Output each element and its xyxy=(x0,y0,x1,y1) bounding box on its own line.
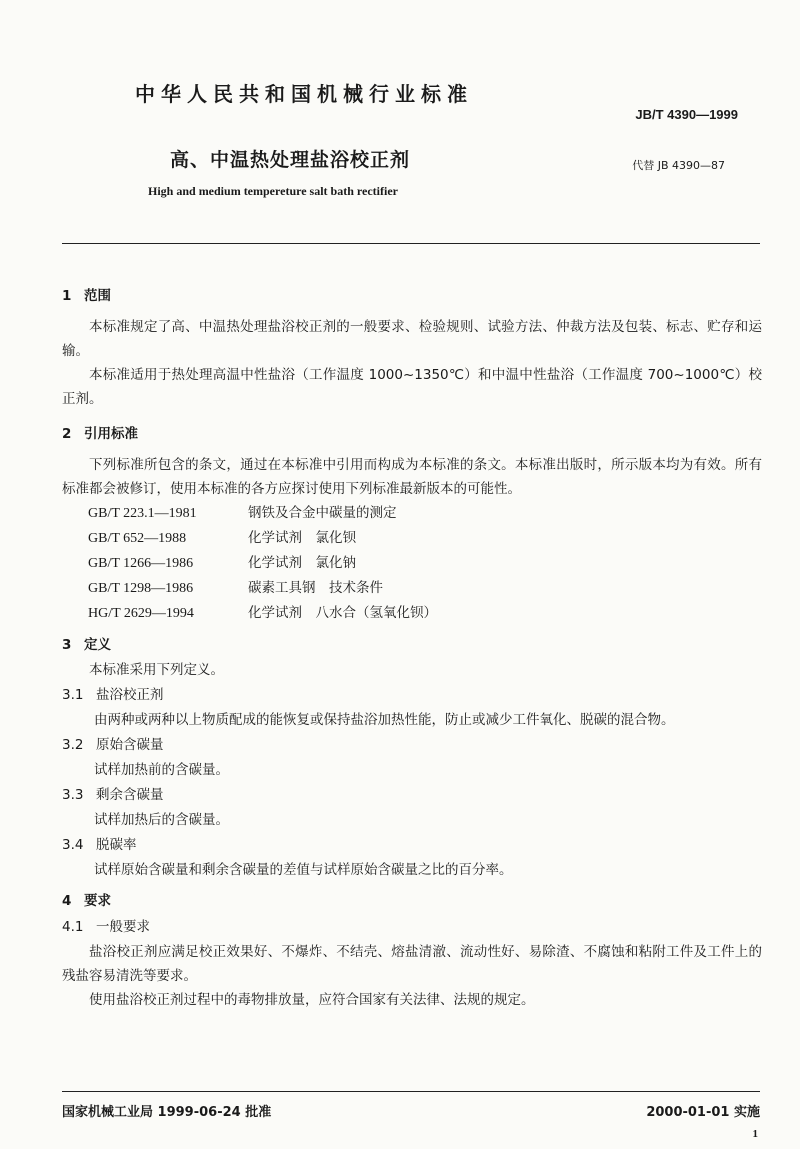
reference-code: HG/T 2629—1994 xyxy=(88,606,194,621)
reference-item xyxy=(88,576,762,601)
reference-item xyxy=(88,526,762,551)
reference-item xyxy=(88,501,762,526)
definitions-intro: 本标准采用下列定义。 xyxy=(89,662,224,678)
definition-term: 原始含碳量 xyxy=(96,737,164,753)
requirements-paragraph-2: 使用盐浴校正剂过程中的毒物排放量，应符合国家有关法律、法规的规定。 xyxy=(89,992,535,1008)
issuing-body-title: 中华人民共和国机械行业标准 xyxy=(135,82,473,106)
section-title: 定义 xyxy=(84,637,111,653)
section-number: 4 xyxy=(62,893,72,909)
definition-term: 剩余含碳量 xyxy=(96,787,164,803)
references-paragraph: 下列标准所包含的条文，通过在本标准中引用而构成为本标准的条文。本标准出版时，所示版本均为有效。所有标准都会被修订，使用本标准的各方应探讨使用下列标准最新版本的可能性。 xyxy=(62,457,762,497)
page-number: 1 xyxy=(752,1128,758,1140)
definition-heading xyxy=(62,732,762,758)
section-title: 引用标准 xyxy=(84,426,138,442)
requirements-paragraph-1: 盐浴校正剂应满足校正效果好、不爆炸、不结壳、熔盐清澈、流动性好、易除渣、不腐蚀和粘附工件及工件上的残盐容易清洗等要求。 xyxy=(62,944,762,984)
subsection-number: 3.3 xyxy=(62,787,84,803)
footer-divider xyxy=(62,1091,760,1092)
reference-code: GB/T 1298—1986 xyxy=(88,581,194,596)
section-number: 2 xyxy=(62,426,72,442)
subsection-number: 3.4 xyxy=(62,837,84,853)
definition-text: 试样加热前的含碳量。 xyxy=(94,762,229,778)
definition-heading xyxy=(62,832,762,858)
definition-text: 由两种或两种以上物质配成的能恢复或保持盐浴加热性能，防止或减少工件氧化、脱碳的混合物。 xyxy=(94,712,675,728)
section-number: 1 xyxy=(62,288,72,304)
replaces-note: 代替 JB 4390—87 xyxy=(632,159,725,172)
reference-item xyxy=(88,601,762,626)
implementation-date: 2000-01-01 实施 xyxy=(646,1105,760,1120)
standard-number: JB/T 4390—1999 xyxy=(635,107,738,122)
reference-name: 化学试剂 八水合（氢氧化钡） xyxy=(248,605,437,621)
definition-text: 试样原始含碳量和剩余含碳量的差值与试样原始含碳量之比的百分率。 xyxy=(94,862,513,878)
section-number: 3 xyxy=(62,637,72,653)
header-divider xyxy=(62,243,760,244)
subsection-number: 3.1 xyxy=(62,687,84,703)
definition-term: 盐浴校正剂 xyxy=(96,687,164,703)
subsection-heading xyxy=(62,914,762,940)
definition-heading xyxy=(62,682,762,708)
reference-name: 钢铁及合金中碳量的测定 xyxy=(248,505,397,521)
approval-note: 国家机械工业局 1999-06-24 批准 xyxy=(62,1105,272,1120)
definition-heading xyxy=(62,782,762,808)
section-title: 范围 xyxy=(84,288,111,304)
reference-name: 化学试剂 氯化钠 xyxy=(248,555,356,571)
section-heading-references xyxy=(62,421,762,447)
reference-code: GB/T 652—1988 xyxy=(88,531,187,546)
section-heading-definitions xyxy=(62,632,762,658)
reference-list xyxy=(62,501,762,626)
reference-code: GB/T 1266—1986 xyxy=(88,556,194,571)
reference-item xyxy=(88,551,762,576)
subsection-title: 一般要求 xyxy=(96,919,150,935)
document-body xyxy=(62,283,762,1012)
subsection-number: 3.2 xyxy=(62,737,84,753)
reference-name: 碳素工具钢 技术条件 xyxy=(248,580,383,596)
section-heading-requirements xyxy=(62,888,762,914)
section-heading-scope xyxy=(62,283,762,309)
english-title: High and medium tempereture salt bath rectifier xyxy=(148,184,398,198)
scope-paragraph-2: 本标准适用于热处理高温中性盐浴（工作温度 1000~1350℃）和中温中性盐浴（工作温度 700~1000℃）校正剂。 xyxy=(62,367,762,407)
reference-code: GB/T 223.1—1981 xyxy=(88,506,197,521)
document-title: 高、中温热处理盐浴校正剂 xyxy=(170,149,411,171)
scope-paragraph-1: 本标准规定了高、中温热处理盐浴校正剂的一般要求、检验规则、试验方法、仲裁方法及包装、标志、贮存和运输。 xyxy=(62,319,762,359)
definition-text: 试样加热后的含碳量。 xyxy=(94,812,229,828)
section-title: 要求 xyxy=(84,893,111,909)
reference-name: 化学试剂 氯化钡 xyxy=(248,530,356,546)
definition-term: 脱碳率 xyxy=(96,837,137,853)
subsection-number: 4.1 xyxy=(62,919,84,935)
